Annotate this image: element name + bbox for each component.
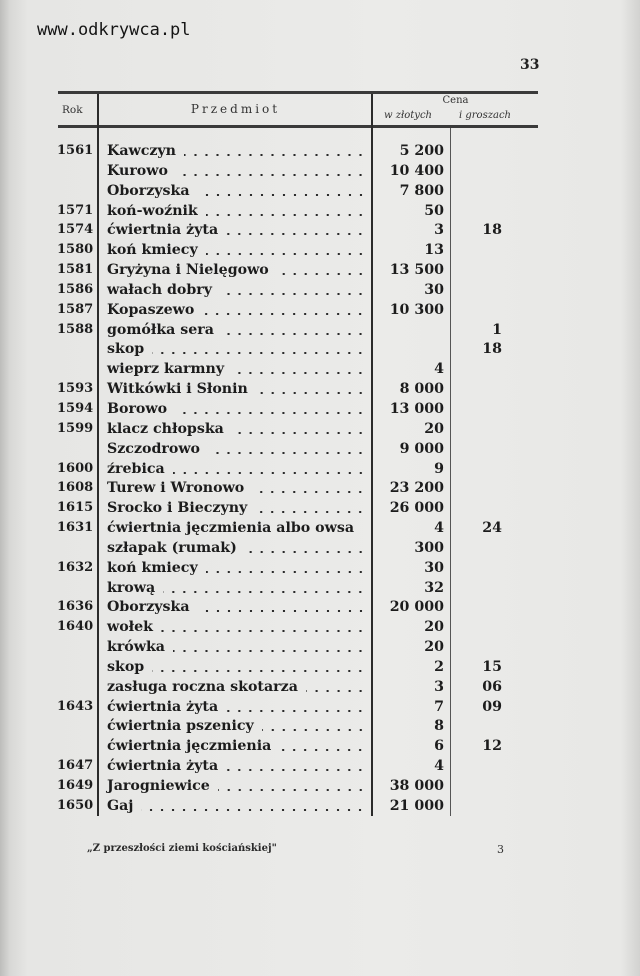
table-header-rule: [58, 125, 538, 128]
table-row: [0, 242, 640, 262]
table-row: [0, 798, 640, 818]
row-price-zloty: 4: [434, 520, 444, 537]
row-price-zloty: 300: [414, 539, 444, 556]
row-year: 1649: [57, 778, 94, 793]
table-row: [0, 778, 640, 798]
table-row: [0, 183, 640, 203]
row-price-grosz: 18: [482, 341, 502, 358]
row-price-zloty: 4: [434, 758, 444, 775]
table-row: [0, 699, 640, 719]
page-number: 33: [520, 57, 540, 73]
row-item-cell: [107, 679, 369, 695]
row-price-zloty: 10 400: [389, 162, 444, 179]
row-item-cell: [107, 421, 369, 437]
row-price-grosz: 12: [482, 738, 502, 755]
row-year: 1580: [57, 242, 94, 258]
row-item-cell: [107, 639, 369, 655]
row-item: Szczodrowo: [107, 440, 200, 457]
row-price-zloty: 32: [424, 579, 444, 596]
row-item: szłapak (rumak): [107, 539, 237, 556]
table-row: [0, 401, 640, 421]
row-item: skop: [107, 658, 145, 675]
row-price-grosz: 18: [482, 222, 502, 239]
dot-leader: [279, 749, 366, 751]
row-year: 1561: [57, 143, 94, 158]
row-item: klacz chłopska: [107, 420, 224, 437]
row-year: 1636: [57, 599, 94, 615]
row-item: ćwiertnia żyta: [107, 758, 219, 775]
row-item-cell: [107, 580, 369, 596]
row-item: ćwiertnia żyta: [107, 698, 219, 715]
table-row: [0, 163, 640, 183]
table-row: [0, 322, 640, 342]
row-price-zloty: 21 000: [389, 797, 444, 814]
row-item: Kopaszewo: [107, 301, 195, 318]
row-item: Witkówki i Słonin: [107, 381, 248, 398]
row-item: Oborzyska: [107, 599, 190, 616]
header-price: Cena: [442, 95, 469, 106]
row-item-cell: [107, 778, 369, 794]
row-item-cell: [107, 361, 369, 377]
table-row: [0, 679, 640, 699]
row-price-zloty: 20: [424, 420, 444, 437]
dot-leader: [226, 769, 366, 771]
row-price-zloty: 13 000: [389, 400, 444, 417]
table-row: [0, 222, 640, 242]
row-price-zloty: 38 000: [389, 778, 444, 794]
table-row: [0, 341, 640, 361]
dot-leader: [206, 214, 366, 216]
row-price-zloty: 7 800: [399, 182, 444, 199]
table-row: [0, 659, 640, 679]
row-item: Gryżyna i Nielęgowo: [107, 262, 269, 279]
dot-leader: [152, 670, 366, 672]
row-item-cell: [107, 520, 369, 536]
footer-signature: 3: [497, 843, 504, 856]
row-item-cell: [107, 798, 369, 814]
row-item: ćwiertnia żyta: [107, 222, 219, 239]
table-body: [0, 143, 640, 818]
table-top-rule: [58, 91, 538, 94]
row-item-cell: [107, 659, 369, 675]
header-grosz: i groszach: [459, 110, 511, 121]
dot-leader: [184, 154, 366, 156]
dot-leader: [173, 472, 366, 474]
footer-title: „Z przeszłości ziemi kościańskiej": [87, 843, 277, 854]
row-item: krówka: [107, 639, 166, 656]
row-item-cell: [107, 619, 369, 635]
dot-leader: [173, 650, 366, 652]
row-item: Gaj: [107, 797, 134, 814]
row-item-cell: [107, 143, 369, 159]
row-year: 1599: [57, 420, 94, 436]
table-row: [0, 738, 640, 758]
row-price-zloty: 8: [434, 718, 444, 735]
row-price-grosz: 06: [482, 678, 502, 695]
row-item: koń kmiecy: [107, 559, 198, 576]
dot-leader: [175, 412, 366, 414]
row-price-zloty: 23 200: [389, 480, 444, 497]
row-price-zloty: 20 000: [389, 599, 444, 616]
row-item: Turew i Wronowo: [107, 480, 245, 497]
row-price-zloty: 30: [424, 281, 444, 298]
row-price-zloty: 20: [424, 619, 444, 636]
header-item: Przedmiot: [190, 102, 281, 116]
row-price-zloty: 10 300: [389, 301, 444, 318]
dot-leader: [362, 531, 366, 533]
row-price-zloty: 4: [434, 361, 444, 378]
row-item-cell: [107, 242, 369, 258]
row-item: koń-woźnik: [107, 202, 198, 219]
row-item-cell: [107, 599, 369, 615]
row-year: 1594: [57, 400, 94, 416]
row-year: 1643: [57, 698, 94, 714]
row-item-cell: [107, 282, 369, 298]
table-row: [0, 282, 640, 302]
row-year: 1586: [57, 281, 94, 297]
row-year: 1587: [57, 301, 94, 317]
table-row: [0, 480, 640, 500]
table-row: [0, 203, 640, 223]
row-price-zloty: 26 000: [389, 500, 444, 517]
table-row: [0, 381, 640, 401]
row-year: 1600: [57, 460, 94, 476]
table-row: [0, 520, 640, 540]
dot-leader: [208, 452, 366, 454]
row-year: 1650: [57, 797, 94, 813]
row-item-cell: [107, 699, 369, 715]
row-year: 1631: [57, 520, 94, 536]
row-price-zloty: 9: [434, 460, 444, 477]
dot-leader: [245, 551, 366, 553]
dot-leader: [206, 253, 366, 255]
dot-leader: [232, 432, 366, 434]
row-price-zloty: 8 000: [399, 381, 444, 398]
row-year: 1593: [57, 381, 94, 397]
row-item-cell: [107, 322, 369, 338]
row-item: Kurowo: [107, 162, 168, 179]
dot-leader: [198, 610, 366, 612]
row-price-zloty: 2: [434, 658, 444, 675]
table-row: [0, 580, 640, 600]
row-year: 1615: [57, 500, 94, 516]
row-price-zloty: 3: [434, 678, 444, 695]
dot-leader: [232, 372, 366, 374]
dot-leader: [202, 313, 366, 315]
row-year: 1608: [57, 480, 94, 496]
row-year: 1588: [57, 321, 94, 337]
row-item-cell: [107, 560, 369, 576]
row-item-cell: [107, 183, 369, 199]
dot-leader: [218, 789, 366, 791]
row-price-grosz: 09: [482, 698, 502, 715]
row-item: Oborzyska: [107, 182, 190, 199]
dot-leader: [226, 710, 366, 712]
row-item: ćwiertnia jęczmienia: [107, 738, 272, 755]
dot-leader: [220, 293, 366, 295]
table-row: [0, 441, 640, 461]
row-price-zloty: 5 200: [399, 143, 444, 159]
row-item: ćwiertnia pszenicy: [107, 718, 254, 735]
dot-leader: [262, 729, 366, 731]
row-year: 1574: [57, 222, 94, 238]
row-item-cell: [107, 480, 369, 496]
row-price-zloty: 13 500: [389, 262, 444, 279]
row-year: 1632: [57, 559, 94, 575]
header-zloty: w złotych: [384, 110, 432, 121]
row-item-cell: [107, 441, 369, 457]
watermark: www.odkrywca.pl: [37, 20, 191, 40]
row-item: krową: [107, 579, 156, 596]
row-item: Jarogniewice: [107, 778, 210, 794]
row-price-zloty: 9 000: [399, 440, 444, 457]
dot-leader: [141, 809, 366, 811]
row-item-cell: [107, 401, 369, 417]
row-item-cell: [107, 738, 369, 754]
row-item-cell: [107, 718, 369, 734]
table-row: [0, 560, 640, 580]
row-item: Srocko i Bieczyny: [107, 500, 248, 517]
table-row: [0, 262, 640, 282]
row-item: zasługa roczna skotarza: [107, 678, 298, 695]
dot-leader: [226, 233, 366, 235]
row-year: 1581: [57, 262, 94, 278]
row-item: skop: [107, 341, 145, 358]
table-row: [0, 143, 640, 163]
dot-leader: [161, 630, 366, 632]
row-item-cell: [107, 461, 369, 477]
row-price-zloty: 50: [424, 202, 444, 219]
row-item: Kawczyn: [107, 143, 176, 159]
dot-leader: [252, 491, 366, 493]
table-row: [0, 302, 640, 322]
row-item-cell: [107, 163, 369, 179]
dot-leader: [222, 333, 366, 335]
table-row: [0, 718, 640, 738]
row-item-cell: [107, 222, 369, 238]
row-item-cell: [107, 341, 369, 357]
row-year: 1647: [57, 758, 94, 774]
row-price-grosz: 24: [482, 520, 502, 537]
row-price-zloty: 20: [424, 639, 444, 656]
dot-leader: [306, 690, 366, 692]
row-item: wołek: [107, 619, 153, 636]
row-price-grosz: 15: [482, 658, 502, 675]
row-item: Borowo: [107, 400, 168, 417]
row-price-zloty: 7: [434, 698, 444, 715]
row-item: koń kmiecy: [107, 242, 198, 259]
row-item: źrebica: [107, 460, 165, 477]
dot-leader: [152, 352, 366, 354]
dot-leader: [277, 273, 366, 275]
dot-leader: [163, 591, 366, 593]
row-price-grosz: 1: [492, 321, 502, 338]
row-price-zloty: 3: [434, 222, 444, 239]
row-price-zloty: 13: [424, 242, 444, 259]
row-item: wieprz karmny: [107, 361, 225, 378]
row-price-zloty: 6: [434, 738, 444, 755]
table-row: [0, 540, 640, 560]
row-item: gomółka sera: [107, 321, 214, 338]
row-item-cell: [107, 500, 369, 516]
table-row: [0, 639, 640, 659]
dot-leader: [198, 194, 366, 196]
table-row: [0, 619, 640, 639]
table-row: [0, 461, 640, 481]
table-row: [0, 758, 640, 778]
table-row: [0, 500, 640, 520]
header-year: Rok: [62, 104, 83, 116]
row-item-cell: [107, 203, 369, 219]
dot-leader: [176, 174, 366, 176]
row-item-cell: [107, 302, 369, 318]
dot-leader: [256, 392, 366, 394]
table-row: [0, 361, 640, 381]
row-item: ćwiertnia jęczmienia albo owsa: [107, 520, 355, 537]
row-price-zloty: 30: [424, 559, 444, 576]
row-item-cell: [107, 262, 369, 278]
table-row: [0, 421, 640, 441]
row-item-cell: [107, 758, 369, 774]
row-item-cell: [107, 540, 369, 556]
dot-leader: [255, 511, 366, 513]
row-year: 1640: [57, 619, 94, 635]
row-item-cell: [107, 381, 369, 397]
row-year: 1571: [57, 202, 94, 218]
row-item: wałach dobry: [107, 281, 212, 298]
table-row: [0, 599, 640, 619]
dot-leader: [206, 571, 366, 573]
